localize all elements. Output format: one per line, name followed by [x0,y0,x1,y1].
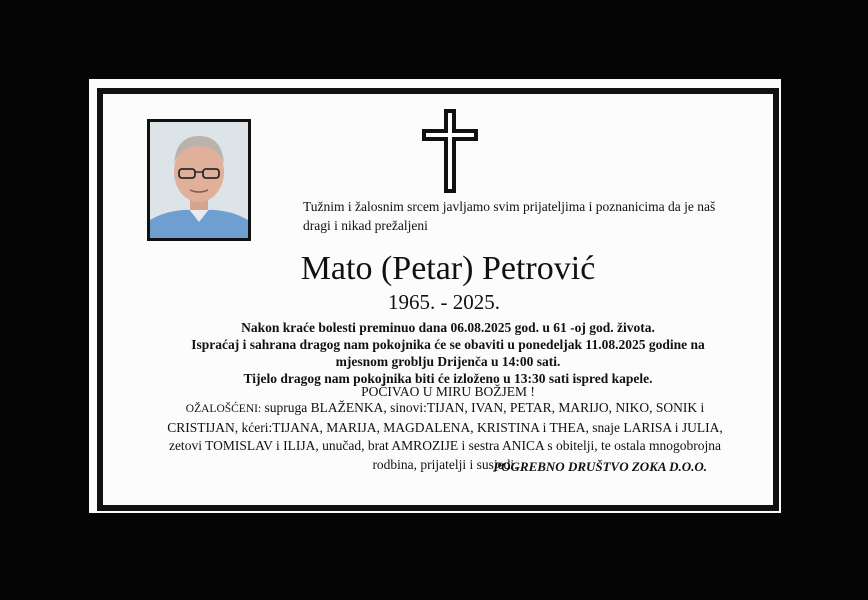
death-announcement: Nakon kraće bolesti preminuo dana 06.08.2025 god. u 61 -oj god. života. [241,320,655,335]
deceased-name: Mato (Petar) Petrović [300,250,596,287]
latin-cross-icon [422,109,478,193]
intro-text: Tužnim i žalosnim srcem javljamo svim prijateljima i poznanicima da je naš dragi i nikad prežaljeni [303,199,716,233]
funeral-info-line: Ispraćaj i sahrana dragog nam pokojnika će se obaviti u ponedeljak 11.08.2025 godine na [191,337,705,352]
obituary-border-frame [97,88,779,511]
funeral-company-signature: POGREBNO DRUŠTVO ZOKA D.O.O. [493,459,707,474]
cemetery-info-line: mjesnom groblju Drijenča u 14:00 sati. [335,354,561,369]
mourners-label: OŽALOŠĆENI: [185,403,262,415]
viewing-info-line: Tijelo dragog nam pokojnika biti će izloženo u 13:30 sati ispred kapele. [243,371,653,386]
obituary-card [89,79,781,513]
mourners-list: supruga BLAŽENKA, sinovi:TIJAN, IVAN, PETAR, MARIJO, NIKO, SONIK i CRISTIJAN, kćeri:TIJANA, MARIJA, MAGDALENA, KRISTINA i THEA, snaje LARISA i JULIA, zetovi TOMISLAV i ILIJA, unučad, brat AMROZIJE i sestra ANICA s obitelji, te ostala mnogobrojna rodbina, prijatelji i susjedi. [167,400,723,472]
portrait-photo [147,119,251,241]
life-years: 1965. - 2025. [388,290,500,314]
rest-in-peace-text: POČIVAO U MIRU BOŽJEM ! [361,384,535,399]
